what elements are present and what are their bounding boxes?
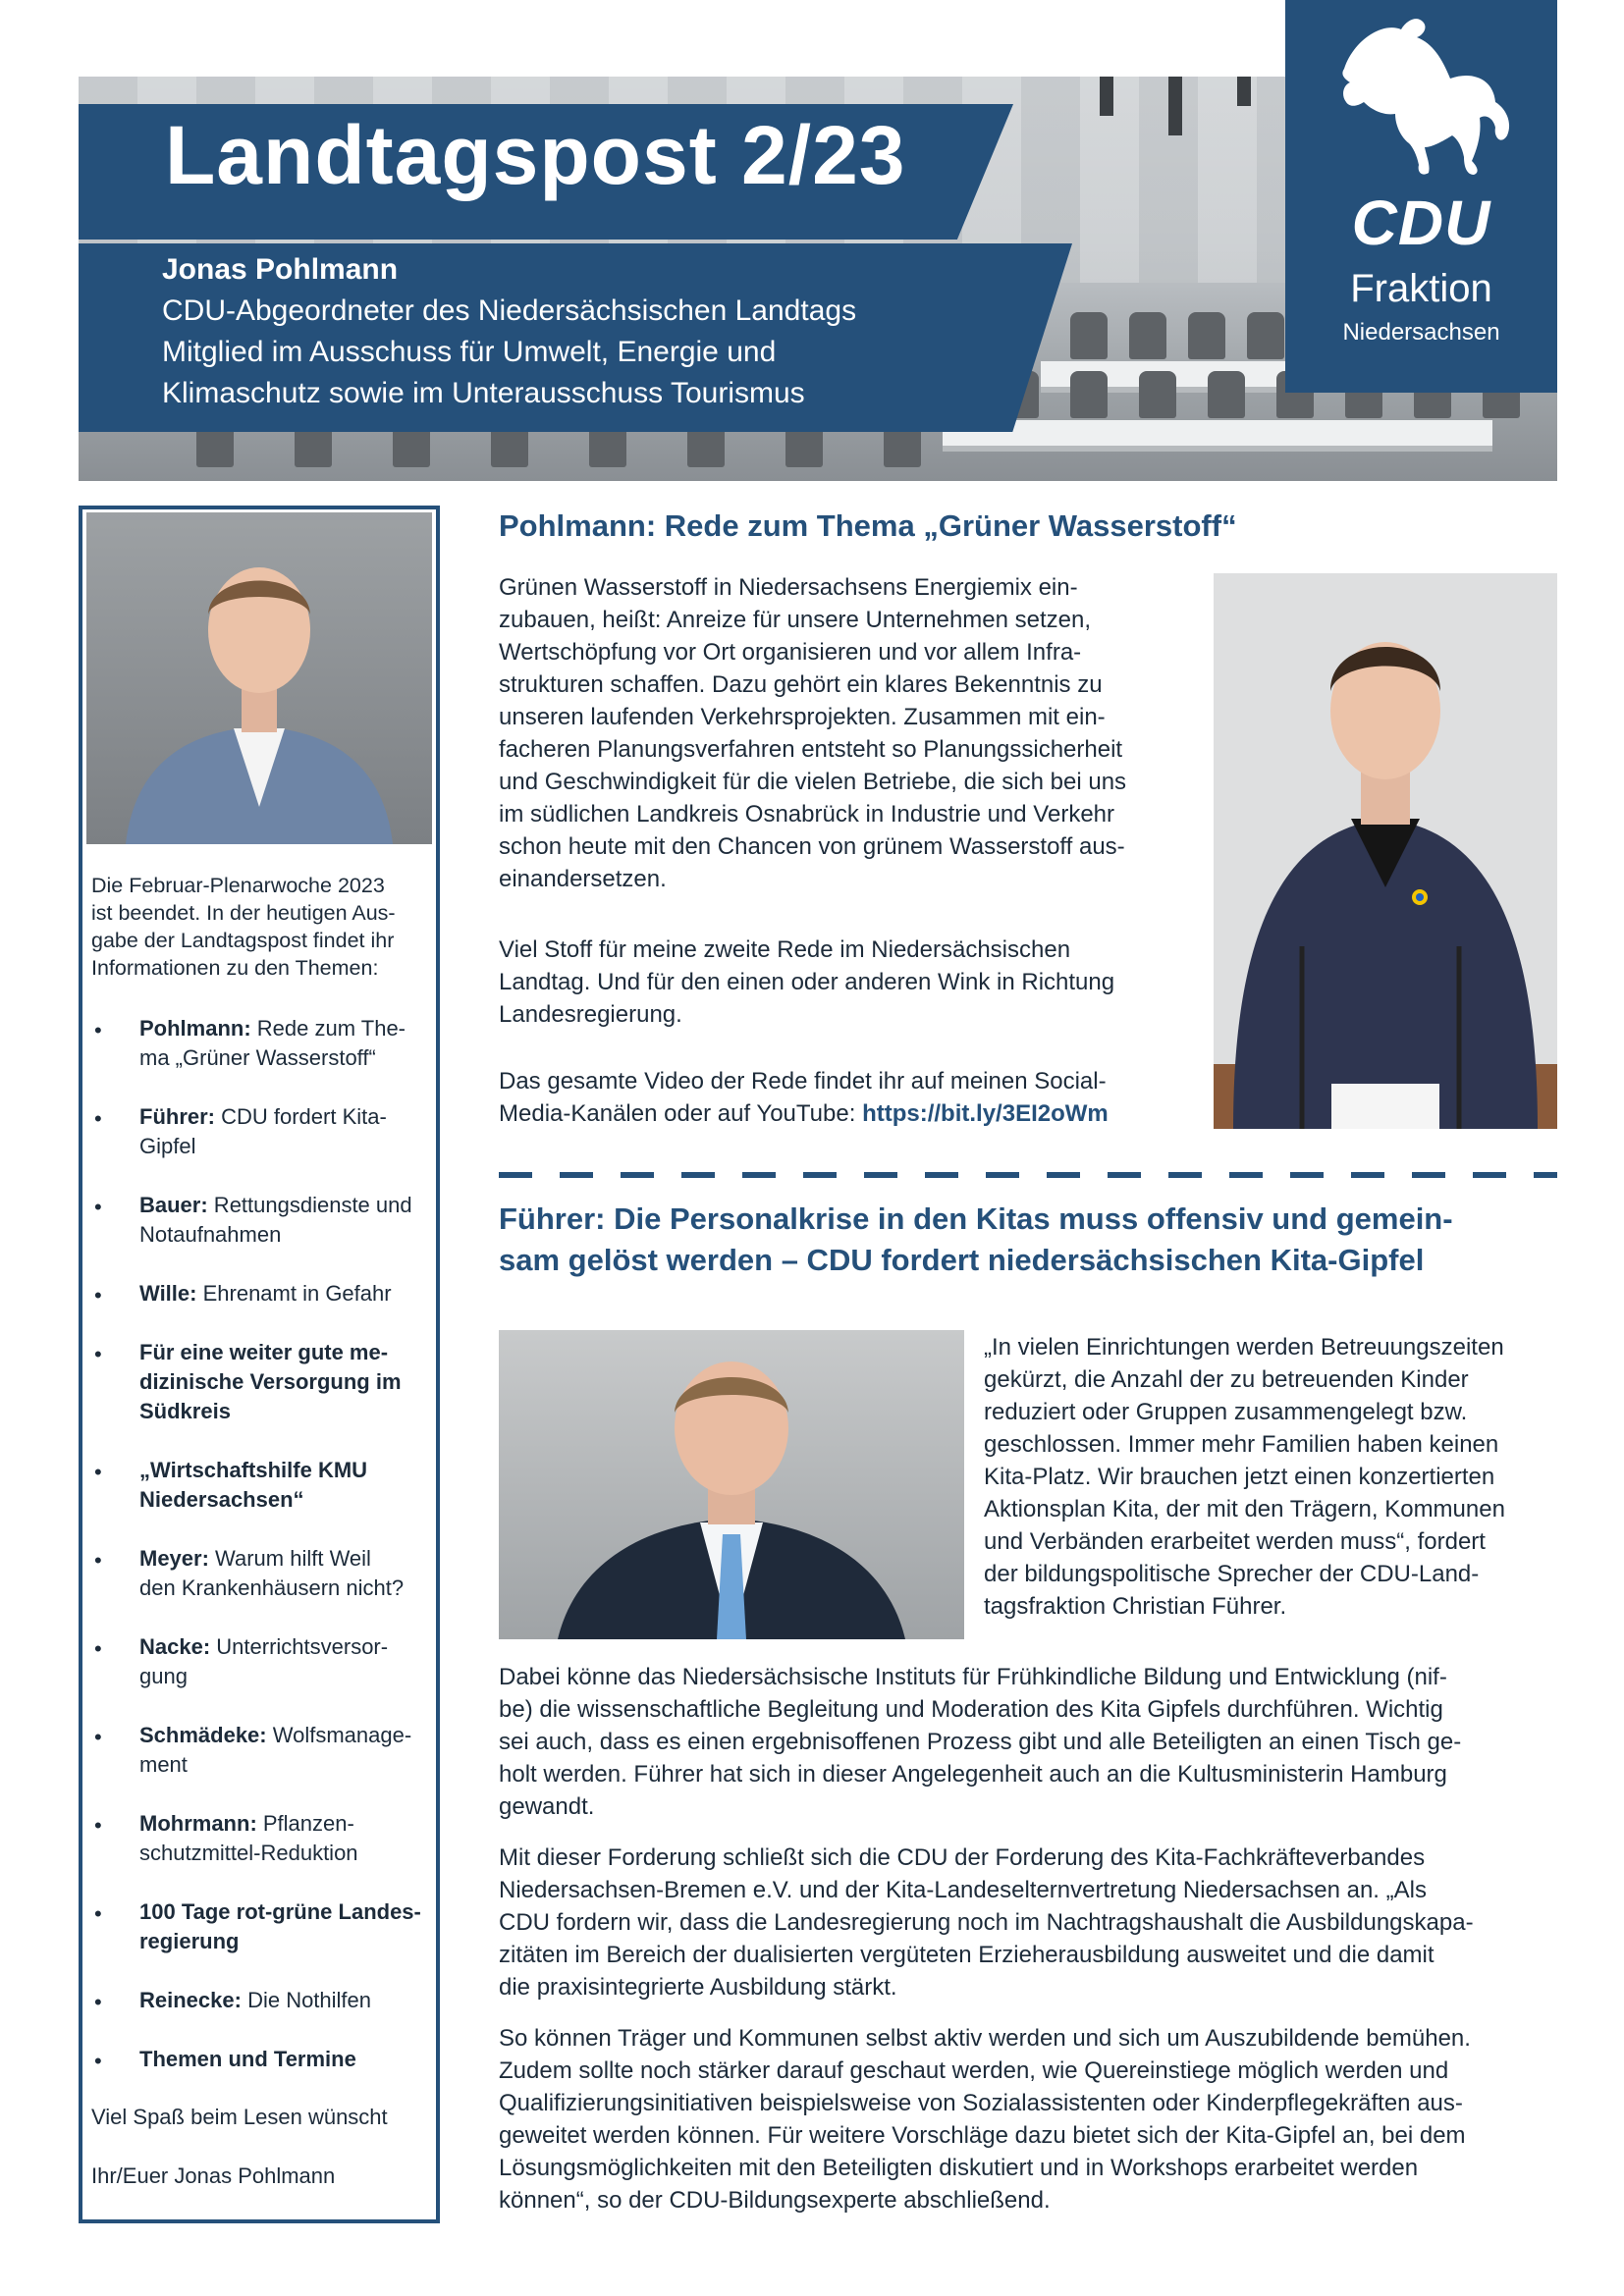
speaker-photo — [1214, 573, 1557, 1129]
bullet-icon: • — [94, 2049, 102, 2073]
christian-photo — [499, 1330, 964, 1639]
page-title: Landtagspost 2/23 — [165, 109, 906, 201]
youtube-link[interactable]: https://bit.ly/3EI2oWm — [862, 1100, 1109, 1127]
sidebar-intro-line: Informationen zu den Themen: — [91, 956, 379, 980]
quote-line: und Verbänden erarbeitet werden muss“, fordert — [984, 1528, 1486, 1555]
sidebar-topic-item[interactable]: Pohlmann: Rede zum The- ma „Grüner Wasserstoff“ — [139, 1016, 406, 1070]
article2-line: sei auch, dass es einen ergebnisoffenen Prozess gibt und alle Beteiligten an einen Tisch ge- — [499, 1729, 1462, 1755]
bullet-icon: • — [94, 1283, 102, 1308]
sidebar-topic-item[interactable]: Reinecke: Die Nothilfen — [139, 1988, 372, 2012]
article2-headline: Führer: Die Personalkrise in den Kitas muss offensiv und gemein- — [499, 1201, 1453, 1236]
article2-line: Lösungsmöglichkeiten mit den Beteiligten diskutiert und in Workshops erarbeitet werden — [499, 2155, 1419, 2181]
author-name: Jonas Pohlmann — [162, 253, 399, 286]
author-role-line: CDU-Abgeordneter des Niedersächsischen Landtags — [162, 294, 857, 327]
author-portrait — [86, 512, 432, 844]
article1-line: und Geschwindigkeit für die vielen Betriebe, die sich bei uns — [499, 769, 1127, 795]
article1-headline: Pohlmann: Rede zum Thema „Grüner Wasserstoff“ — [499, 508, 1237, 543]
bullet-icon: • — [94, 1725, 102, 1749]
article1-line: Wertschöpfung vor Ort organisieren und vor allem Infra- — [499, 639, 1082, 666]
article2-line: die praxisintegrierte Ausbildung stärkt. — [499, 1974, 897, 2001]
bullet-icon: • — [94, 1195, 102, 1219]
sidebar-topic-item[interactable]: Nacke: Unterrichtsversor- gung — [139, 1634, 389, 1688]
article2-line: holt werden. Führer hat sich in dieser Angelegenheit auch an die Kultusministerin Hamburg — [499, 1761, 1447, 1788]
bullet-icon: • — [94, 1990, 102, 2014]
quote-line: Aktionsplan Kita, der mit den Trägern, Kommunen — [984, 1496, 1505, 1522]
article1-line: Media-Kanälen oder auf YouTube: https://bit.ly/3EI2oWm — [499, 1100, 1109, 1127]
article1-line: Viel Stoff für meine zweite Rede im Niedersächsischen — [499, 936, 1071, 963]
article1-line: im südlichen Landkreis Osnabrück in Industrie und Verkehr — [499, 801, 1114, 828]
sidebar-intro-line: ist beendet. In der heutigen Aus- — [91, 901, 396, 925]
article2-line: be) die wissenschaftliche Begleitung und Moderation des Kita Gipfels durchführen. Wichtig — [499, 1696, 1443, 1723]
bullet-icon: • — [94, 1813, 102, 1838]
article1-line: schon heute mit den Chancen von grünem Wasserstoff aus- — [499, 833, 1125, 860]
sidebar-signature: Ihr/Euer Jonas Pohlmann — [91, 2163, 336, 2188]
sidebar-topic-item[interactable]: Meyer: Warum hilft Weil den Krankenhäusern nicht? — [139, 1546, 405, 1600]
logo-party: CDU — [1351, 187, 1491, 258]
logo-region: Niedersachsen — [1342, 319, 1500, 346]
article2-line: gewandt. — [499, 1793, 595, 1820]
sidebar-closing: Viel Spaß beim Lesen wünscht — [91, 2105, 388, 2129]
quote-line: der bildungspolitische Sprecher der CDU-Land- — [984, 1561, 1480, 1587]
sidebar-topic-item[interactable]: 100 Tage rot-grüne Landes- regierung — [139, 1899, 421, 1953]
sidebar-topic-item[interactable]: Für eine weiter gute me- dizinische Versorgung im Südkreis — [139, 1340, 402, 1423]
article2-line: können“, so der CDU-Bildungsexperte abschließend. — [499, 2187, 1051, 2214]
quote-line: reduziert oder Gruppen zusammengelegt bzw. — [984, 1399, 1468, 1425]
bullet-icon: • — [94, 1342, 102, 1366]
article1-line: Landtag. Und für den einen oder anderen Wink in Richtung — [499, 969, 1115, 995]
quote-line: geschlossen. Immer mehr Familien haben keinen — [984, 1431, 1499, 1458]
sidebar-intro-line: Die Februar-Plenarwoche 2023 — [91, 874, 385, 897]
article1-line: strukturen schaffen. Dazu gehört ein klares Bekenntnis zu — [499, 671, 1103, 698]
article1-line: zubauen, heißt: Anreize für unsere Unternehmen setzen, — [499, 607, 1092, 633]
article2-line: Zudem sollte noch stärker darauf geschaut werden, wie Quereinstiege möglich werden und — [499, 2057, 1449, 2084]
sidebar-topic-item[interactable]: Mohrmann: Pflanzen- schutzmittel-Reduktion — [139, 1811, 358, 1865]
article2-line: So können Träger und Kommunen selbst aktiv werden und sich um Auszubildende bemühen. — [499, 2025, 1471, 2052]
sidebar-topic-item[interactable]: Bauer: Rettungsdienste und Notaufnahmen — [139, 1193, 412, 1247]
article1-line: facheren Planungsverfahren entsteht so Planungssicherheit — [499, 736, 1123, 763]
sidebar-topic-item[interactable]: „Wirtschaftshilfe KMU Niedersachsen“ — [139, 1458, 368, 1512]
article2-headline: sam gelöst werden – CDU fordert niedersächsischen Kita-Gipfel — [499, 1243, 1425, 1277]
author-role-line: Mitglied im Ausschuss für Umwelt, Energie und — [162, 336, 777, 368]
article2-line: Dabei könne das Niedersächsische Instituts für Frühkindliche Bildung und Entwicklung (nif- — [499, 1664, 1447, 1690]
author-role-line: Klimaschutz sowie im Unterausschuss Tourismus — [162, 377, 805, 409]
article1-line: einandersetzen. — [499, 866, 667, 892]
bullet-icon: • — [94, 1636, 102, 1661]
article2-line: zitäten im Bereich der dualisierten vergüteten Erzieherausbildung ausweitet und die damit — [499, 1942, 1435, 1968]
sidebar-intro-line: gabe der Landtagspost findet ihr — [91, 929, 395, 952]
article1-line: unseren laufenden Verkehrsprojekten. Zusammen mit ein- — [499, 704, 1106, 730]
sidebar-topic-item[interactable]: Führer: CDU fordert Kita- Gipfel — [139, 1104, 387, 1158]
horse-icon — [1285, 0, 1557, 187]
article1-line: Landesregierung. — [499, 1001, 682, 1028]
article2-line: Qualifizierungsinitiativen beispielsweise von Sozialassistenten oder Kinderpflegekräften aus- — [499, 2090, 1463, 2116]
article1-line: Das gesamte Video der Rede findet ihr auf meinen Social- — [499, 1068, 1107, 1095]
article2-line: CDU fordern wir, dass die Landesregierung noch im Nachtragshaushalt die Ausbildungskapa- — [499, 1909, 1474, 1936]
quote-line: „In vielen Einrichtungen werden Betreuungszeiten — [984, 1334, 1504, 1361]
logo-fraktion: Fraktion — [1350, 267, 1492, 310]
article2-line: Mit dieser Forderung schließt sich die CDU der Forderung des Kita-Fachkräfteverbandes — [499, 1844, 1426, 1871]
bullet-icon: • — [94, 1901, 102, 1926]
section-divider — [499, 1172, 1557, 1178]
sidebar-topic-item[interactable]: Wille: Ehrenamt in Gefahr — [139, 1281, 392, 1306]
quote-line: tagsfraktion Christian Führer. — [984, 1593, 1287, 1620]
article2-line: geweitet werden können. Für weitere Vorschläge dazu bietet sich der Kita-Gipfel an, bei dem — [499, 2122, 1466, 2149]
quote-line: gekürzt, die Anzahl der zu betreuenden Kinder — [984, 1366, 1469, 1393]
bullet-icon: • — [94, 1018, 102, 1042]
bullet-icon: • — [94, 1106, 102, 1131]
sidebar-topic-item[interactable]: Schmädeke: Wolfsmanage- ment — [139, 1723, 412, 1777]
article1-line: Grünen Wasserstoff in Niedersachsens Energiemix ein- — [499, 574, 1078, 601]
sidebar-topic-item[interactable]: Themen und Termine — [139, 2047, 356, 2071]
bullet-icon: • — [94, 1460, 102, 1484]
article2-line: Niedersachsen-Bremen e.V. und der Kita-Landeselternvertretung Niedersachsen an. „Als — [499, 1877, 1427, 1903]
quote-line: Kita-Platz. Wir brauchen jetzt einen konzertierten — [984, 1464, 1495, 1490]
bullet-icon: • — [94, 1548, 102, 1573]
